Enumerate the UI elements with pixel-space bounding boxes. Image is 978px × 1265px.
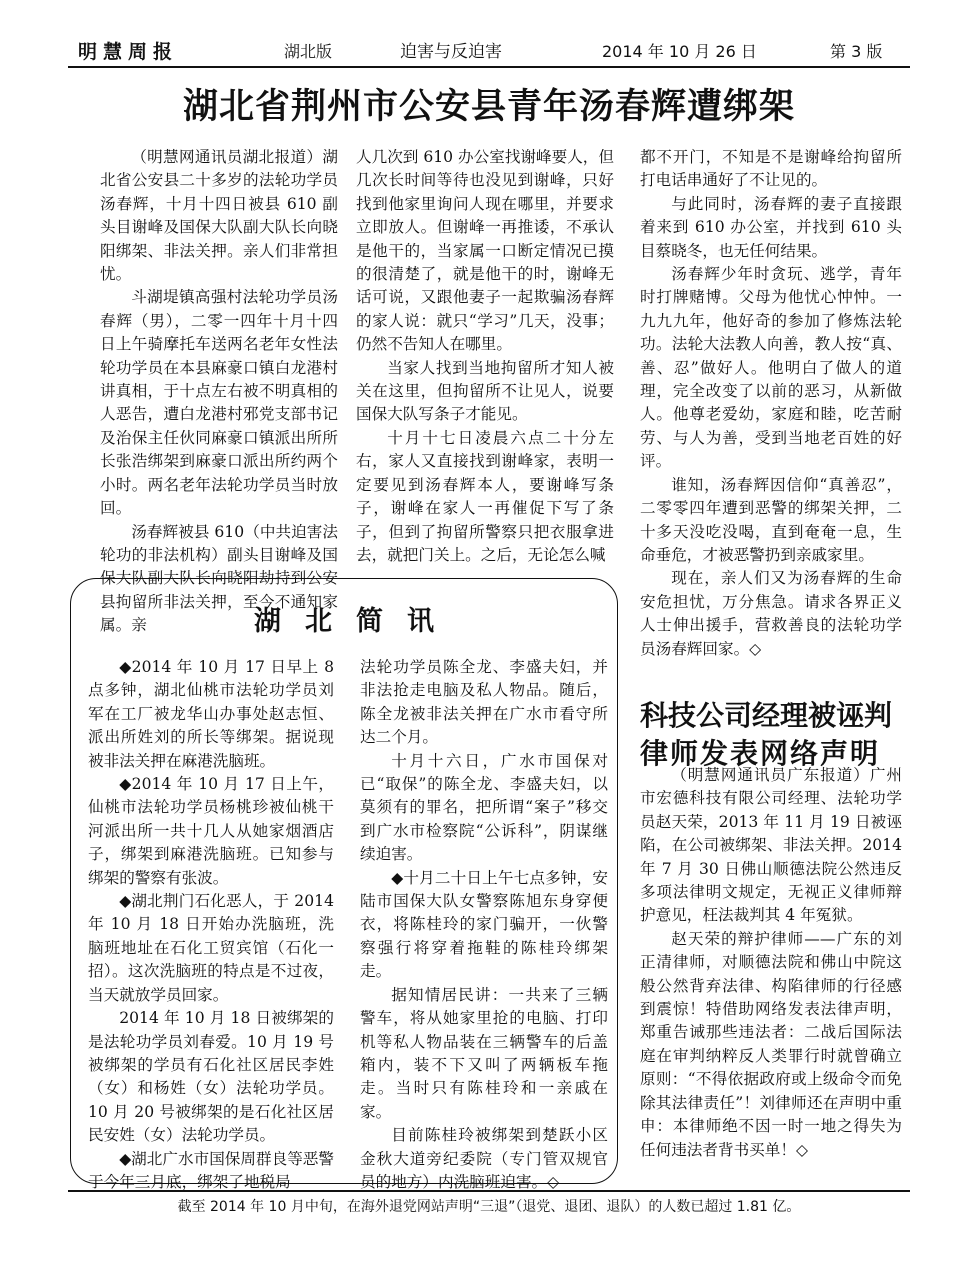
news-brief-column-2 <box>360 656 608 1194</box>
article-paragraph: 人几次到 610 办公室找谢峰要人，但几次长时间等待也没见到谢峰，只好找到他家里询问人现在哪里，并要求立即放人。但谢峰一再推诿，不承认是他干的，当家属一口断定情况已摸的很清楚了，就是他干的时，谢峰无话可说，又跟他妻子一起欺骗汤春辉的家人说：就只“学习”几天，没事；仍然不告知人在哪里。 <box>356 148 614 354</box>
masthead-edition: 湖北版 <box>284 42 333 61</box>
brief-item: ◆2014 年 10 月 17 日早上 8 点多钟，湖北仙桃市法轮功学员刘军在工厂被龙华山办事处赵志恒、派出所姓刘的所长等绑架。据说现被非法关押在麻港洗脑班。 <box>88 658 334 770</box>
article-paragraph: 现在，亲人们又为汤春辉的生命安危担忧，万分焦急。请求各界正义人士伸出援手，营救善良的法轮功学员汤春辉回家。◇ <box>640 569 902 658</box>
main-article-column-1 <box>100 146 338 638</box>
article-paragraph: 都不开门，不知是不是谢峰给拘留所打电话串通好了不让见的。 <box>640 148 902 190</box>
masthead-section: 迫害与反迫害 <box>400 42 502 62</box>
brief-item: ◆十月二十日上午七点多钟，安陆市国保大队女警察陈旭东身穿便衣，将陈桂玲的家门骗开，一伙警察强行将穿着拖鞋的陈桂玲绑架走。 <box>360 868 608 981</box>
article-paragraph: 赵天荣的辩护律师——广东的刘正清律师，对顺德法院和佛山中院这般公然背弃法律、构陷律师的行径感到震惊！特借助网络发表法律声明，郑重告诫那些违法者：二战后国际法庭在审判纳粹反人类罪行时就曾确立原则：“不得依据政府或上级命令而免除其法律责任”！刘律师还在声明中重申：本律师绝不因一时一地之得失为任何违法者背书买单！◇ <box>640 929 902 1159</box>
brief-item: 法轮功学员陈全龙、李盛夫妇，并非法抢走电脑及私人物品。随后，陈全龙被非法关押在广水市看守所达二个月。 <box>360 658 608 747</box>
side-article-headline-line-2: 律师发表网络声明 <box>640 737 881 770</box>
brief-item: ◆湖北荆门石化恶人，于 2014 年 10 月 18 日开始办洗脑班，洗脑班地址在石化工贸宾馆（石化一招）。这次洗脑班的特点是不过夜，当天就放学员回家。 <box>88 892 334 1004</box>
brief-item: 2014 年 10 月 18 日被绑架的是法轮功学员刘春爱。10 月 19 号被绑架的学员有石化社区居民李姓（女）和杨姓（女）法轮功学员。10 月 20 号被绑架的是石化社区居民安姓（女）法轮功学员。 <box>88 1009 334 1145</box>
masthead-page: 第 3 版 <box>830 42 883 61</box>
brief-item: ◆2014 年 10 月 17 日上午，仙桃市法轮功学员杨桃珍被仙桃干河派出所一共十几人从她家烟酒店子，绑架到麻港洗脑班。已知参与绑架的警察有张波。 <box>88 775 334 887</box>
brief-item: 目前陈桂玲被绑架到楚跃小区金秋大道旁纪委院（专门管双规官员的地方）内洗脑班迫害。◇ <box>360 1126 608 1191</box>
masthead-rule <box>68 66 910 68</box>
article-paragraph: （明慧网通讯员广东报道）广州市宏德科技有限公司经理、法轮功学员赵天荣，2013 年 11 月 19 日被诬陷，在公司被绑架、非法关押。2014 年 7 月 30 日佛山顺德法院公然违反多项法律明文规定，无视正义律师辩护意见，枉法裁判其 4 年冤狱。 <box>640 766 902 925</box>
footer-note: 截至 2014 年 10 月中旬，在海外退党网站声明“三退”（退党、退团、退队）的人数已超过 1.81 亿。 <box>177 1199 801 1215</box>
side-article-headline-line-1: 科技公司经理被诬判 <box>640 699 893 732</box>
masthead <box>70 40 908 66</box>
brief-item: ◆湖北广水市国保周群良等恶警于今年三月底，绑架了地税局 <box>88 1149 334 1191</box>
article-paragraph: 汤春辉少年时贪玩、逃学，青年时打牌赌博。父母为他忧心忡忡。一九九九年，他好奇的参加了修炼法轮功。法轮大法教人向善，教人按“真、善、忍”做好人。他明白了做人的道理，完全改变了以前的恶习，从新做人。他尊老爱幼，家庭和睦，吃苦耐劳、与人为善，受到当地老百姓的好评。 <box>640 265 902 471</box>
article-paragraph: 当家人找到当地拘留所才知人被关在这里，但拘留所不让见人，说要国保大队写条子才能见。 <box>356 358 614 424</box>
article-paragraph: 斗湖堤镇高强村法轮功学员汤春辉（男），二零一四年十月十四日上午骑摩托车送两名老年女性法轮功学员在本县麻豪口镇白龙港村讲真相，于十点左右被不明真相的人恶告，遭白龙港村邪党支部书记及治保主任伙同麻豪口镇派出所所长张浩绑架到麻豪口派出所约两个小时。两名老年法轮功学员当时放回。 <box>100 288 338 518</box>
brief-item: 据知情居民讲：一共来了三辆警车，将从她家里抢的电脑、打印机等私人物品装在三辆警车的后盖箱内，装不下又叫了两辆板车拖走。当时只有陈桂玲和一亲戚在家。 <box>360 985 608 1121</box>
article-paragraph: 与此同时，汤春辉的妻子直接跟着来到 610 办公室，并找到 610 头目蔡晓冬，也无任何结果。 <box>640 194 902 260</box>
masthead-brand: 明慧周报 <box>78 41 179 63</box>
footer-rule <box>68 1190 910 1192</box>
side-article-body <box>640 764 902 1162</box>
article-paragraph: 十月十七日凌晨六点二十分左右，家人又直接找到谢峰家，表明一定要见到汤春辉本人，要谢峰写条子，谢峰在家人一再催促下写了条子，但到了拘留所警察只把衣服拿进去，就把门关上。之后，无论怎么喊 <box>356 428 614 564</box>
article-paragraph: 汤春辉被县 610（中共迫害法轮功的非法机构）副头目谢峰及国保大队副大队长向晓阳劫持到公安县拘留所非法关押，至今不通知家属。亲 <box>100 522 338 635</box>
article-paragraph: （明慧网通讯员湖北报道）湖北省公安县二十多岁的法轮功学员汤春辉，十月十四日被县 610 副头目谢峰及国保大队副大队长向晓阳绑架、非法关押。亲人们非常担忧。 <box>100 148 338 284</box>
main-article-column-2 <box>356 146 614 567</box>
main-headline: 湖北省荆州市公安县青年汤春辉遭绑架 <box>182 87 795 127</box>
masthead-date: 2014 年 10 月 26 日 <box>602 42 757 61</box>
news-brief-title: 湖北简讯 <box>254 606 458 637</box>
news-brief-column-1 <box>88 656 334 1194</box>
article-paragraph: 谁知，汤春辉因信仰“真善忍”，二零零四年遭到恶警的绑架关押，二十多天没吃没喝，直到奄奄一息，生命垂危，才被恶警扔到亲戚家里。 <box>640 475 902 564</box>
main-article-column-3 <box>640 146 902 661</box>
brief-item: 十月十六日，广水市国保对已“取保”的陈全龙、李盛夫妇，以莫须有的罪名，把所谓“案子”移交到广水市检察院“公诉科”，阴谋继续迫害。 <box>360 751 608 864</box>
